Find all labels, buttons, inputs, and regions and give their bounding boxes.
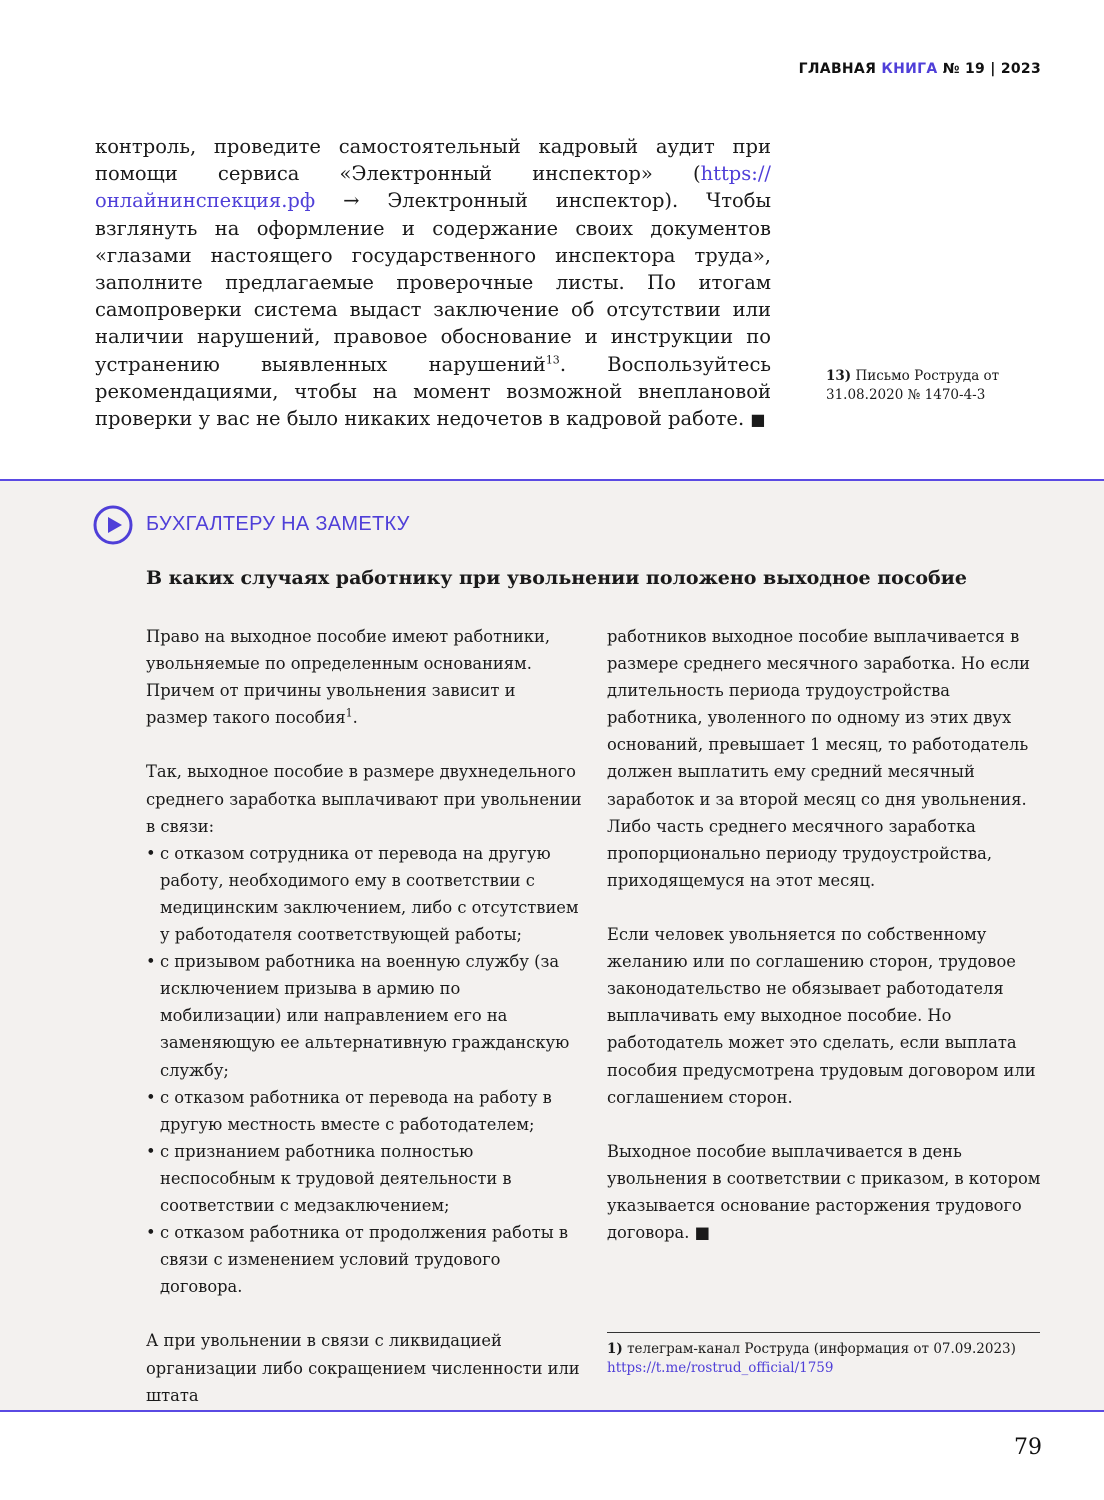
sidenote-text: Письмо Роструда от 31.08.2020 № 1470-4-3 [826,368,1000,403]
masthead [799,61,1041,77]
footnote-number: 1) [607,1341,623,1357]
footnote-divider [607,1332,1040,1333]
left-p1-end: . [352,708,358,728]
footnote-text: телеграм-канал Роструда (информация от 07.09.2023) [622,1341,1016,1357]
right-paragraph-1: работников выходное пособие выплачивается в размере среднего месячного заработка. Но если длительность периода трудоустройства работника, уволенного по одному из этих двух оснований, превышает 1 месяц, то работодатель должен выплатить ему средний месячный заработок и за второй месяц со дня увольнения. Либо часть среднего месячного заработка пропорционально периоду трудоустройства, приходящемуся на этот месяц. [607,627,1031,890]
left-paragraph-1 [146,623,582,731]
main-text-start: контроль, проведите самостоятельный кадровый аудит при помощи сервиса «Электронный инспектор» ( [95,135,771,186]
footnote-1 [607,1340,1047,1378]
reasons-list [146,840,582,1301]
right-paragraph-2: Если человек увольняется по собственному желанию или по соглашению сторон, трудовое законодательство не обязывает работодателя выплачивать ему выходное пособие. Но работодатель может это сделать, если выплата пособия предусмотрена трудовым договором или соглашением сторон. [607,925,1036,1107]
sidenote-13 [826,367,1046,405]
list-item: • с призывом работника на военную службу (за исключением призыва в армию по мобилизации) или направлением его на заменяющую ее альтернативную гражданскую службу; [146,948,582,1083]
masthead-title-part1: ГЛАВНАЯ [798,61,877,77]
list-item: • с отказом сотрудника от перевода на другую работу, необходимого ему в соответствии с медицинским заключением, либо с отсутствием у работодателя соответствующей работы; [146,840,582,948]
inspection-link[interactable]: https://онлайнинспекция.рф [95,162,771,213]
masthead-issue: № 19 | 2023 [942,61,1041,77]
play-circle-icon [93,505,133,545]
list-item: • с отказом работника от перевода на работу в другую местность вместе с работодателем; [146,1084,582,1138]
sidenote-number: 13) [826,368,852,384]
left-paragraph-3: А при увольнении в связи с ликвидацией организации либо сокращением численности или штата [146,1331,580,1405]
rubric-label: БУХГАЛТЕРУ НА ЗАМЕТКУ [146,513,410,535]
end-mark: ■ [750,410,766,430]
page-number: 79 [1014,1435,1042,1460]
main-paragraph [95,133,771,433]
list-item: • с отказом работника от продолжения работы в связи с изменением условий трудового договора. [146,1219,582,1300]
right-p3-text: Выходное пособие выплачивается в день увольнения в соответствии с приказом, в котором указывается основание расторжения трудового договора. [607,1141,1041,1243]
box-title: В каких случаях работнику при увольнении положено выходное пособие [146,567,967,589]
end-mark: ■ [694,1223,711,1243]
box-left-column [146,623,582,1409]
masthead-title-part2: КНИГА [881,61,938,77]
left-p1-text: Право на выходное пособие имеют работники, увольняемые по определенным основаниям. Причем от причины увольнения зависит и размер такого пособия [146,627,550,728]
main-text-end: . Воспользуйтесь рекомендациями, чтобы на момент возможной внеплановой проверки у вас не было никаких недочетов в кадровой работе. [95,352,771,431]
main-text-middle: → Электронный инспектор). Чтобы взглянуть на оформление и содержание своих документов «глазами настоящего государственного инспектора труда», заполните предлагаемые проверочные листы. По итогам самопроверки система выдаст заключение об отсутствии или наличии нарушений, правовое обоснование и инструкции по устранению выявленных нарушений [95,189,771,376]
telegram-link[interactable]: https://t.me/rostrud_official/1759 [607,1360,834,1376]
box-right-column [607,623,1042,1246]
right-paragraph-3 [607,1138,1042,1246]
footnote-ref-1: 1 [345,706,353,720]
left-paragraph-2: Так, выходное пособие в размере двухнедельного среднего заработка выплачивают при увольнении в связи: [146,762,582,836]
footnote-ref-13: 13 [545,353,560,367]
list-item: • с признанием работника полностью неспособным к трудовой деятельности в соответствии с медзаключением; [146,1138,582,1219]
